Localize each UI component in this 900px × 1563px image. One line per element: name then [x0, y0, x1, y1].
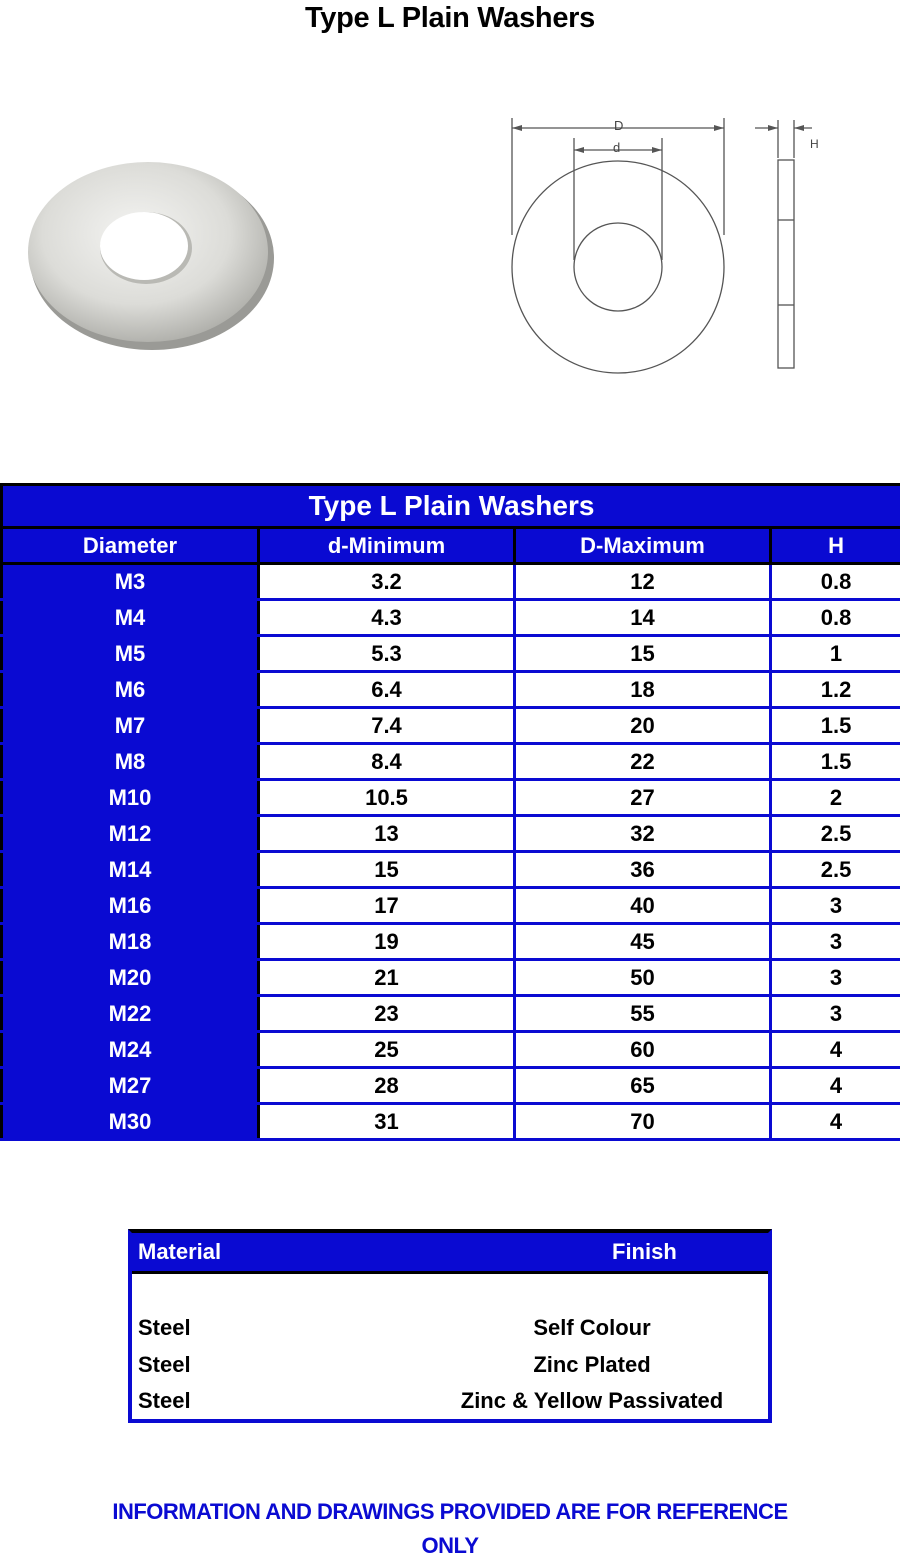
- material-row: [132, 1313, 768, 1347]
- material-finish-header: [132, 1233, 768, 1274]
- cell-d-minimum: 21: [259, 960, 515, 996]
- table-row: [2, 744, 900, 780]
- cell-diameter: M10: [2, 780, 259, 816]
- cell-d-maximum: 15: [515, 636, 771, 672]
- cell-h: 2: [771, 780, 900, 816]
- cell-diameter: M18: [2, 924, 259, 960]
- cell-diameter: M3: [2, 564, 259, 600]
- material-row: [132, 1350, 768, 1384]
- finish-name: Self Colour: [432, 1315, 752, 1341]
- cell-d-maximum: 14: [515, 600, 771, 636]
- cell-diameter: M27: [2, 1068, 259, 1104]
- cell-diameter: M4: [2, 600, 259, 636]
- table-row: [2, 852, 900, 888]
- cell-diameter: M8: [2, 744, 259, 780]
- finish-name: Zinc & Yellow Passivated: [432, 1388, 752, 1414]
- material-name: Steel: [138, 1352, 191, 1378]
- table-row: [2, 780, 900, 816]
- column-header-diameter: Diameter: [2, 528, 259, 564]
- cell-d-minimum: 17: [259, 888, 515, 924]
- table-row: [2, 1104, 900, 1140]
- cell-d-minimum: 6.4: [259, 672, 515, 708]
- cell-h: 3: [771, 924, 900, 960]
- cell-d-maximum: 18: [515, 672, 771, 708]
- table-row: [2, 600, 900, 636]
- cell-diameter: M14: [2, 852, 259, 888]
- table-row: [2, 708, 900, 744]
- material-name: Steel: [138, 1315, 191, 1341]
- label-inner-diameter: d: [613, 140, 620, 155]
- table-row: [2, 636, 900, 672]
- cell-d-minimum: 19: [259, 924, 515, 960]
- table-row: [2, 672, 900, 708]
- table-title: Type L Plain Washers: [2, 485, 900, 528]
- cell-diameter: M22: [2, 996, 259, 1032]
- cell-d-minimum: 31: [259, 1104, 515, 1140]
- cell-h: 1.5: [771, 708, 900, 744]
- table-row: [2, 996, 900, 1032]
- finish-name: Zinc Plated: [432, 1352, 752, 1378]
- cell-d-minimum: 10.5: [259, 780, 515, 816]
- table-row: [2, 1068, 900, 1104]
- cell-h: 1: [771, 636, 900, 672]
- cell-d-minimum: 5.3: [259, 636, 515, 672]
- cell-h: 2.5: [771, 816, 900, 852]
- cell-h: 4: [771, 1104, 900, 1140]
- cell-h: 3: [771, 888, 900, 924]
- cell-d-maximum: 32: [515, 816, 771, 852]
- material-row: [132, 1386, 768, 1420]
- cell-d-minimum: 25: [259, 1032, 515, 1068]
- table-row: [2, 960, 900, 996]
- table-row: [2, 816, 900, 852]
- cell-diameter: M12: [2, 816, 259, 852]
- cell-diameter: M30: [2, 1104, 259, 1140]
- cell-d-minimum: 4.3: [259, 600, 515, 636]
- cell-diameter: M24: [2, 1032, 259, 1068]
- cell-diameter: M16: [2, 888, 259, 924]
- cell-d-maximum: 22: [515, 744, 771, 780]
- cell-d-maximum: 60: [515, 1032, 771, 1068]
- cell-d-maximum: 27: [515, 780, 771, 816]
- material-name: Steel: [138, 1388, 191, 1414]
- cell-d-minimum: 7.4: [259, 708, 515, 744]
- washer-drawing: [500, 110, 840, 380]
- cell-diameter: M5: [2, 636, 259, 672]
- cell-h: 4: [771, 1032, 900, 1068]
- table-row: [2, 564, 900, 600]
- cell-diameter: M20: [2, 960, 259, 996]
- cell-d-maximum: 55: [515, 996, 771, 1032]
- cell-d-minimum: 15: [259, 852, 515, 888]
- cell-d-maximum: 45: [515, 924, 771, 960]
- cell-h: 1.5: [771, 744, 900, 780]
- finish-header: Finish: [612, 1239, 677, 1265]
- material-header: Material: [138, 1239, 221, 1265]
- material-finish-box: [128, 1229, 772, 1423]
- column-header-d-maximum: D-Maximum: [515, 528, 771, 564]
- cell-h: 3: [771, 996, 900, 1032]
- table-row: [2, 888, 900, 924]
- cell-diameter: M7: [2, 708, 259, 744]
- page-title: Type L Plain Washers: [0, 0, 900, 40]
- reference-disclaimer: INFORMATION AND DRAWINGS PROVIDED ARE FOR REFERENCE ONLY: [100, 1495, 800, 1563]
- table-row: [2, 1032, 900, 1068]
- cell-d-maximum: 40: [515, 888, 771, 924]
- cell-h: 0.8: [771, 564, 900, 600]
- cell-d-maximum: 65: [515, 1068, 771, 1104]
- cell-h: 0.8: [771, 600, 900, 636]
- cell-d-minimum: 23: [259, 996, 515, 1032]
- washer-spec-table: [0, 483, 900, 1141]
- column-header-h: H: [771, 528, 900, 564]
- washer-photo: [20, 150, 290, 360]
- cell-d-maximum: 20: [515, 708, 771, 744]
- cell-d-maximum: 36: [515, 852, 771, 888]
- cell-d-minimum: 8.4: [259, 744, 515, 780]
- table-row: [2, 924, 900, 960]
- cell-d-maximum: 50: [515, 960, 771, 996]
- cell-d-minimum: 13: [259, 816, 515, 852]
- cell-d-minimum: 3.2: [259, 564, 515, 600]
- cell-d-maximum: 70: [515, 1104, 771, 1140]
- cell-h: 4: [771, 1068, 900, 1104]
- label-thickness: H: [810, 137, 819, 151]
- cell-h: 1.2: [771, 672, 900, 708]
- label-outer-diameter: D: [614, 118, 623, 133]
- cell-h: 2.5: [771, 852, 900, 888]
- column-header-d-minimum: d-Minimum: [259, 528, 515, 564]
- cell-h: 3: [771, 960, 900, 996]
- cell-diameter: M6: [2, 672, 259, 708]
- cell-d-maximum: 12: [515, 564, 771, 600]
- cell-d-minimum: 28: [259, 1068, 515, 1104]
